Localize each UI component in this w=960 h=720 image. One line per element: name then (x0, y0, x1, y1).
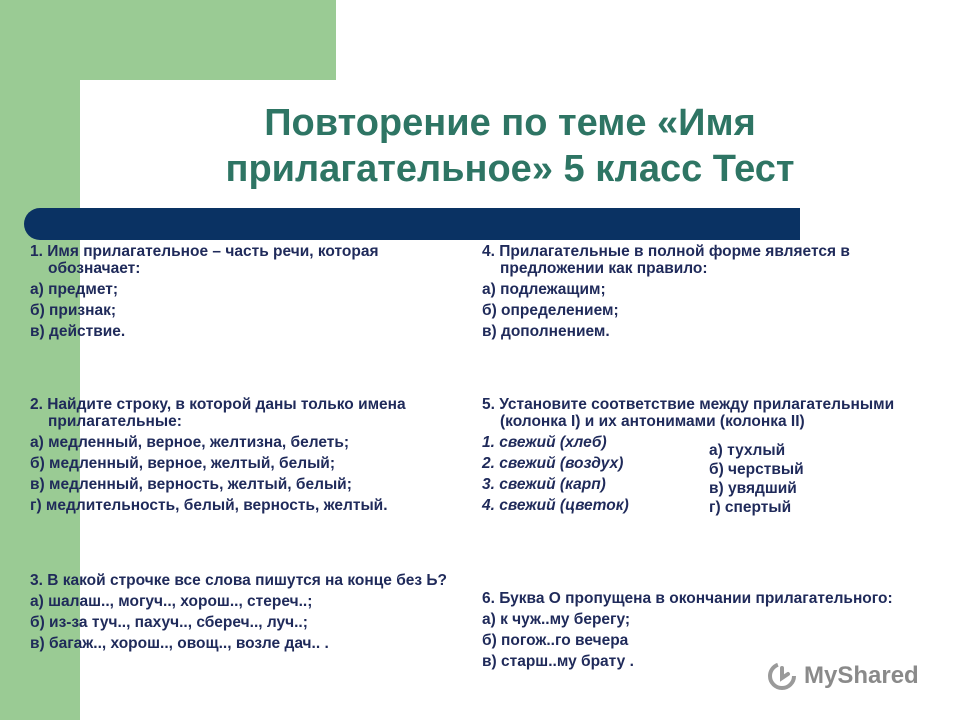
question-1-text: 1. Имя прилагательное – часть речи, которая обозначает: (30, 243, 379, 277)
matching-right-item-b: б) черствый (709, 461, 804, 478)
question-4-option-c: в) дополнением. (482, 323, 610, 340)
watermark (766, 659, 919, 693)
question-4-option-a: а) подлежащим; (482, 281, 606, 298)
matching-column-2 (709, 442, 804, 518)
question-5-text: 5. Установите соответствие между прилагательными (колонка I) и их антонимами (колонка II) (482, 396, 895, 430)
question-2-option-d: г) медлительность, белый, верность, желтый. (30, 497, 388, 514)
title-divider-bar (24, 208, 800, 240)
question-2-option-b: б) медленный, верное, желтый, белый; (30, 455, 335, 472)
slide-title: Повторение по теме «Имя прилагательное» 5 класс Тест (225, 102, 795, 190)
question-6-text: 6. Буква О пропущена в окончании прилагательного: (482, 590, 893, 607)
question-2-option-a: а) медленный, верное, желтизна, белеть; (30, 434, 350, 451)
matching-left-item-4: 4. свежий (цветок) (482, 497, 629, 514)
question-6-option-a: а) к чуж..му берегу; (482, 611, 631, 628)
matching-right-item-a: а) тухлый (709, 442, 786, 459)
question-4-text: 4. Прилагательные в полной форме является в предложении как правило: (482, 243, 850, 277)
matching-column-1 (482, 434, 629, 518)
matching-left-item-3: 3. свежий (карп) (482, 476, 606, 493)
question-4 (482, 243, 942, 344)
question-1-option-b: б) признак; (30, 302, 117, 319)
question-3-option-a: а) шалаш.., могуч.., хорош.., стереч..; (30, 593, 313, 610)
matching-right-item-c: в) увядший (709, 480, 797, 497)
watermark-text: MyShared (804, 662, 919, 689)
matching-right-item-d: г) спертый (709, 499, 792, 516)
matching-left-item-1: 1. свежий (хлеб) (482, 434, 607, 451)
question-2 (30, 396, 470, 518)
question-4-option-b: б) определением; (482, 302, 619, 319)
question-5 (482, 396, 942, 520)
question-2-text: 2. Найдите строку, в которой даны только имена прилагательные: (30, 396, 406, 430)
matching-block (482, 434, 942, 520)
question-1-option-c: в) действие. (30, 323, 126, 340)
matching-left-item-2: 2. свежий (воздух) (482, 455, 624, 472)
question-1 (30, 243, 470, 344)
question-2-option-c: в) медленный, верность, желтый, белый; (30, 476, 352, 493)
question-6-option-b: б) погож..го вечера (482, 632, 629, 649)
question-3-text: 3. В какой строчке все слова пишутся на конце без Ь? (30, 572, 448, 589)
myshared-logo-icon (766, 660, 798, 692)
question-6-option-c: в) старш..му брату . (482, 653, 634, 670)
question-1-option-a: а) предмет; (30, 281, 119, 298)
question-3-option-b: б) из-за туч.., пахуч.., сбереч.., луч..; (30, 614, 308, 631)
question-3-option-c: в) багаж.., хорош.., овощ.., возле дач.. . (30, 635, 329, 652)
question-3 (30, 572, 470, 656)
